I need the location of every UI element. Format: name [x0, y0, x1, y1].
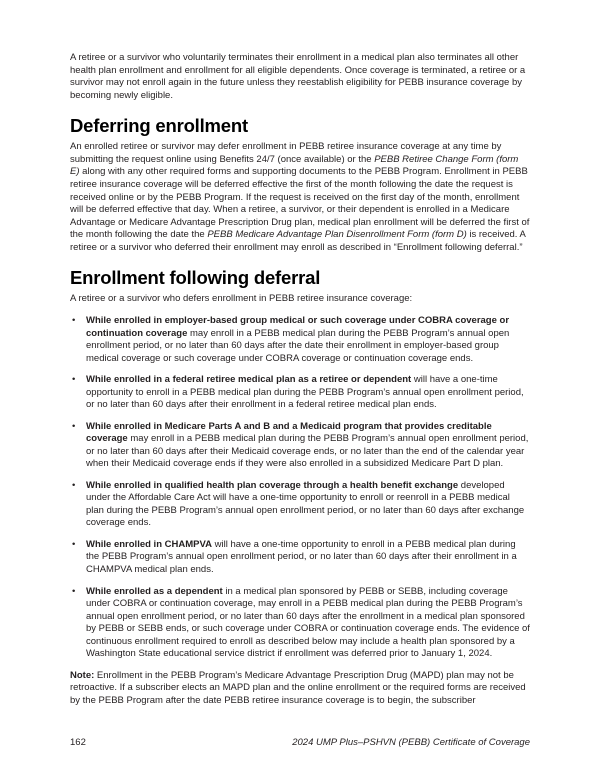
section-heading-deferring-enrollment: Deferring enrollment [70, 115, 248, 137]
bullet-bold-lead: While enrolled as a dependent [86, 585, 223, 597]
footer-doc-title: 2024 UMP Plus–PSHVN (PEBB) Certificate of Coverage [292, 737, 530, 749]
bullet-item [70, 586, 530, 661]
bullet-text [86, 586, 530, 661]
page-number: 162 [70, 737, 86, 749]
bullet-marker: • [72, 585, 76, 597]
bullet-rest: will have a one-time opportunity to enroll in a PEBB medical plan during the PEBB Program’s annual open enrollment period, or no later than 60 days after their enrollment in a federal retiree medical plan ends. [86, 374, 524, 411]
bullet-marker: • [72, 538, 76, 550]
text-run: along with any other required forms and supporting documents to the PEBB Program. Enrollment in PEBB retiree insurance coverage will be deferred effective the first of the month following the date the request is received online or by the PEBB Program. If the request is received on the first day of the month, enrollment will be deferred effective that day. When a retiree, a survivor, or their dependent is enrolled in a Medicare Advantage or Medicare Advantage Prescription Drug plan, medical plan enrollment will be deferred the first of the month following the date the [70, 166, 530, 241]
bullet-marker: • [72, 374, 76, 386]
bullet-bold-lead: While enrolled in a federal retiree medical plan as a retiree or dependent [86, 374, 412, 386]
bullet-rest: developed under the Affordable Care Act will have a one-time opportunity to enroll or reenroll in a PEBB medical plan during the PEBB Program’s annual open enrollment period, or no later than 60 days after exchange coverage ends. [86, 479, 525, 529]
text-run: is received. A retiree or a survivor who deferred their enrollment may enroll as described in “Enrollment following deferral.” [70, 229, 526, 253]
bullet-rest: will have a one-time opportunity to enroll in a PEBB medical plan during the PEBB Program’s annual open enrollment period, or no later than 60 days after their enrollment in a CHAMPVA medical plan ends. [86, 538, 517, 575]
bullet-bold-lead: While enrolled in qualified health plan coverage through a health benefit exchange [86, 479, 459, 491]
bullet-marker: • [72, 420, 76, 432]
page-footer [70, 737, 530, 750]
bullet-text [86, 421, 530, 471]
bullet-item [70, 315, 530, 365]
note-paragraph [70, 670, 530, 708]
intro-paragraph: A retiree or a survivor who voluntarily terminates their enrollment in a medical plan also terminates all other health plan enrollment and enrollment for all eligible dependents. Once coverage is terminated, a retiree or a survivor may not enroll again in the future unless they reestablish eligibility for PEBB insurance coverage by becoming newly eligible. [70, 52, 526, 101]
bullet-bold-lead: While enrolled in CHAMPVA [86, 538, 212, 550]
bullet-marker: • [72, 314, 76, 326]
bullet-item [70, 421, 530, 471]
bullet-marker: • [72, 479, 76, 491]
note-text: Enrollment in the PEBB Program’s Medicare Advantage Prescription Drug (MAPD) plan may not be retroactive. If a subscriber elects an MAPD plan and the online enrollment or the required forms are received by the PEBB Program after the date PEBB retiree insurance coverage is to begin, the subscriber [70, 669, 526, 706]
bullet-rest: may enroll in a PEBB medical plan during the PEBB Program’s annual open enrollment period, or no later than 60 days after their Medicaid coverage ends, or no later than the end of the calendar year when their Medicaid coverage ends if they were also enrolled in a subsidized Medicare Part D plan. [86, 433, 529, 470]
following-lead-paragraph: A retiree or a survivor who defers enrollment in PEBB retiree insurance coverage: [70, 293, 413, 305]
bullet-item [70, 539, 530, 577]
bullet-bold-lead: While enrolled in employer-based group medical or such coverage under COBRA coverage or continuation coverage [86, 314, 510, 339]
bullet-text [86, 374, 530, 412]
bullet-item [70, 374, 530, 412]
italic-form-name: PEBB Medicare Advantage Plan Disenrollment Form (form D) [207, 229, 467, 241]
bullet-item [70, 480, 530, 530]
bullet-text [86, 315, 530, 365]
bullet-bold-lead: While enrolled in Medicare Parts A and B and a Medicaid program that provides creditable coverage [86, 420, 492, 445]
bullet-list [70, 315, 530, 661]
deferring-paragraph [70, 141, 530, 254]
note-label: Note: [70, 669, 95, 681]
bullet-text [86, 539, 530, 577]
bullet-rest: in a medical plan sponsored by PEBB or SEBB, including coverage under COBRA or continuation coverage, may enroll in a PEBB medical plan during the PEBB Program’s annual open enrollment period, or no later than 60 days after the enrollment in a medical plan sponsored by PEBB or SEBB ends, or such coverage under COBRA or continuation coverage ends. The evidence of continuous enrollment required to enroll as described below may include a health plan sponsored by a Washington State educational service district if enrollment was deferred prior to January 1, 2024. [86, 585, 530, 660]
text-run: An enrolled retiree or survivor may defer enrollment in PEBB retiree insurance coverage at any time by submitting the request online using Benefits 24/7 (once available) or the [70, 141, 502, 165]
italic-form-name: PEBB Retiree Change Form (form E) [70, 153, 519, 178]
bullet-text [86, 480, 530, 530]
section-heading-enrollment-following-deferral: Enrollment following deferral [70, 267, 321, 289]
bullet-rest: may enroll in a PEBB medical plan during the PEBB Program’s annual open enrollment period, or no later than 60 days after the date their enrollment in employer-based group medical coverage or such coverage under COBRA coverage or continuation coverage ends. [86, 327, 510, 364]
